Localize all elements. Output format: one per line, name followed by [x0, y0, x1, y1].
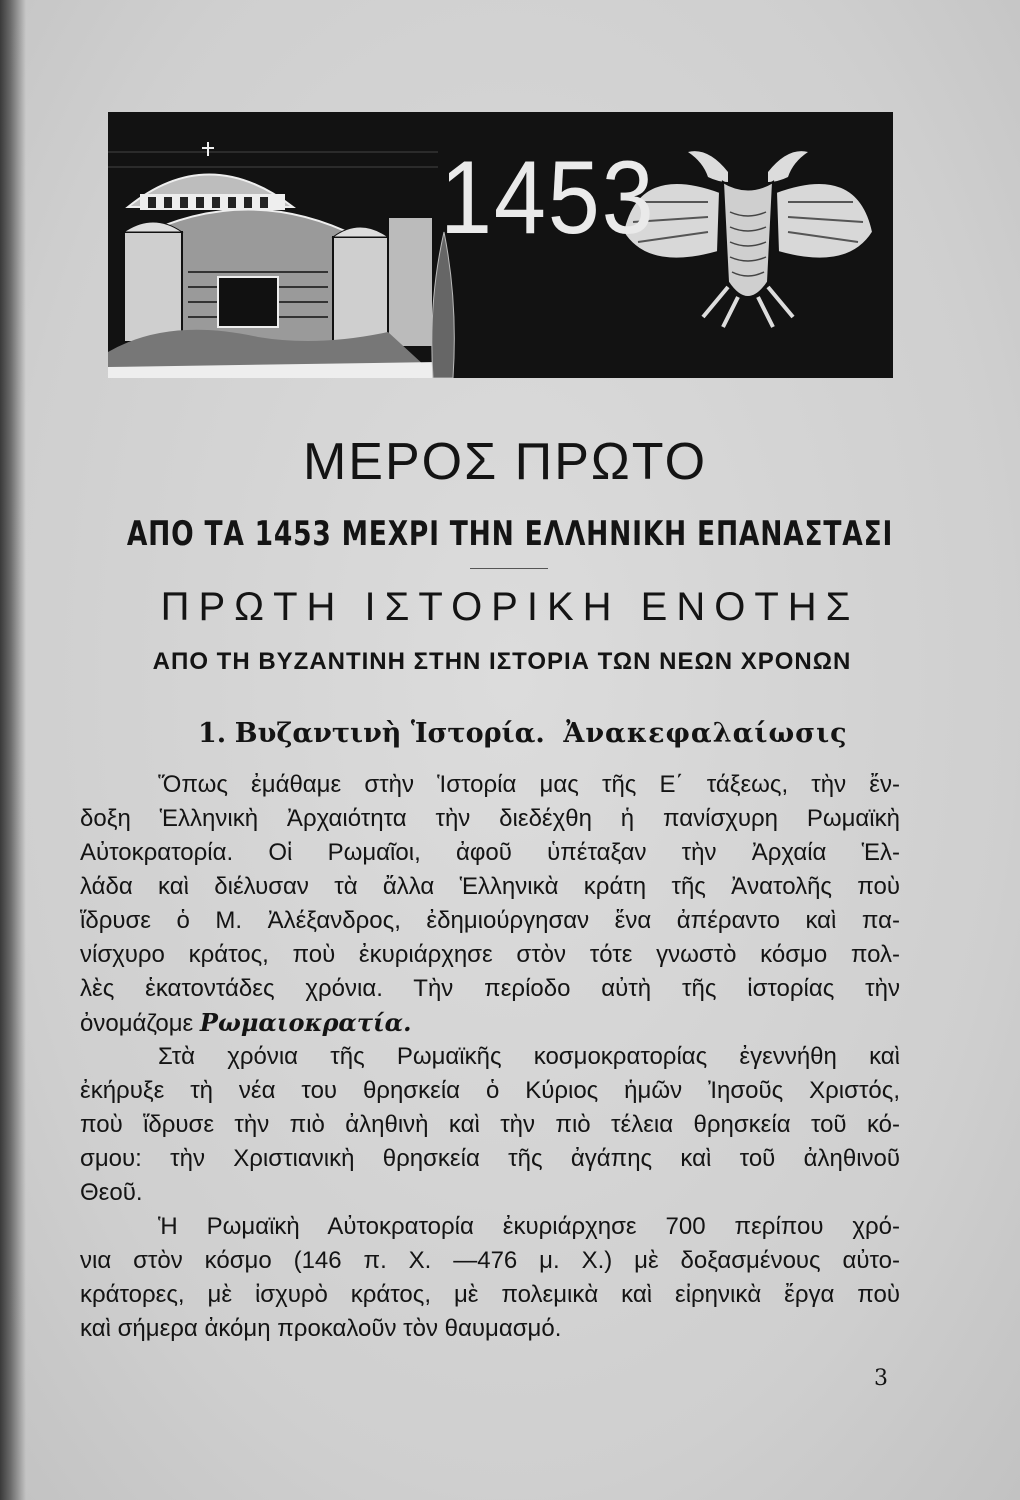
page-number: 3 [874, 1366, 888, 1391]
paragraph-line: λάδα καὶ διέλυσαν τὰ ἄλλα Ἑλληνικὰ κράτη τῆς Ἀνατολῆς ποὺ [80, 873, 900, 900]
paragraph-line: καὶ σήμερα ἀκόμη προκαλοῦν τὸν θαυμασμό. [80, 1315, 562, 1342]
paragraph-text: ὀνομάζομε [80, 1010, 194, 1037]
paragraph-line: Ὅπως ἐμάθαμε στὴν Ἱστορία μας τῆς Ε΄ τάξεως, τὴν ἔν- [158, 771, 900, 798]
paragraph-line: κράτορες, μὲ ἰσχυρὸ κράτος, μὲ πολεμικὰ καὶ εἰρηνικὰ ἔργα ποὺ [80, 1281, 900, 1308]
paragraph-line: Αὐτοκρατορία. Οἱ Ρωμαῖοι, ἀφοῦ ὑπέταξαν τὴν Ἀρχαία Ἑλ- [80, 839, 900, 866]
part-subtitle: ΑΠΟ ΤΑ 1453 ΜΕΧΡΙ ΤΗΝ ΕΛΛΗΝΙΚΗ ΕΠΑΝΑΣΤΑΣΙ [126, 514, 894, 554]
paragraph-line: ἐκήρυξε τὴ νέα του θρησκεία ὁ Κύριος ἡμῶν Ἰησοῦς Χριστός, [80, 1077, 900, 1104]
emphasized-term: Ρωμαιοκρατία. [199, 1008, 412, 1037]
paragraph-line: Στὰ χρόνια τῆς Ρωμαϊκῆς κοσμοκρατορίας ἐγεννήθη καὶ [158, 1043, 900, 1070]
paragraph-line: Ἡ Ρωμαϊκὴ Αὐτοκρατορία ἐκυριάρχησε 700 περίπου χρό- [158, 1213, 900, 1240]
section-title: Βυζαντινὴ Ἱστορία. [234, 718, 545, 749]
divider-rule [470, 568, 548, 569]
paragraph-line: ἵδρυσε ὁ Μ. Ἀλέξανδρος, ἐδημιούργησαν ἕνα ἀπέραντο καὶ πα- [80, 907, 900, 934]
paragraph-line [80, 1006, 900, 1040]
banner-year: 1453 [440, 140, 656, 256]
paragraph-line: δοξη Ἑλληνικὴ Ἀρχαιότητα τὴν διεδέχθη ἡ πανίσχυρη Ρωμαϊκὴ [80, 805, 900, 832]
paragraph-line: νια στὸν κόσμο (146 π. Χ. —476 μ. Χ.) μὲ δοξασμένους αὐτο- [80, 1247, 900, 1274]
page-binding-shadow [0, 0, 26, 1500]
paragraph-line: ποὺ ἵδρυσε τὴν πιὸ ἀληθινὴ καὶ τὴν πιὸ τέλεια θρησκεία τοῦ κό- [80, 1111, 900, 1138]
part-heading: ΜΕΡΟΣ ΠΡΩΤΟ [302, 433, 708, 491]
paragraph-line: νίσχυρο κράτος, ποὺ ἐκυριάρχησε στὸν τότε γνωστὸ κόσμο πολ- [80, 941, 900, 968]
paragraph-line: λὲς ἑκατοντάδες χρόνια. Τὴν περίοδο αὐτὴ τῆς ἱστορίας τὴν [80, 975, 900, 1002]
paragraph-line: Θεοῦ. [80, 1179, 143, 1206]
paragraph-line: σμου: τὴν Χριστιανικὴ θρησκεία τῆς ἀγάπης καὶ τοῦ ἀληθινοῦ [80, 1145, 900, 1172]
section-subtitle: Ἀνακεφαλαίωσις [563, 718, 848, 749]
unit-subtitle: ΑΠΟ ΤΗ ΒΥΖΑΝΤΙΝΗ ΣΤΗΝ ΙΣΤΟΡΙΑ ΤΩΝ ΝΕΩΝ ΧΡΟΝΩΝ [152, 648, 852, 675]
chapter-banner [108, 112, 893, 378]
unit-heading: ΠΡΩΤΗ ΙΣΤΟΡΙΚΗ ΕΝΟΤΗΣ [160, 585, 860, 629]
section-heading [198, 718, 848, 749]
body-text [80, 768, 900, 1346]
section-number: 1. [198, 718, 227, 749]
